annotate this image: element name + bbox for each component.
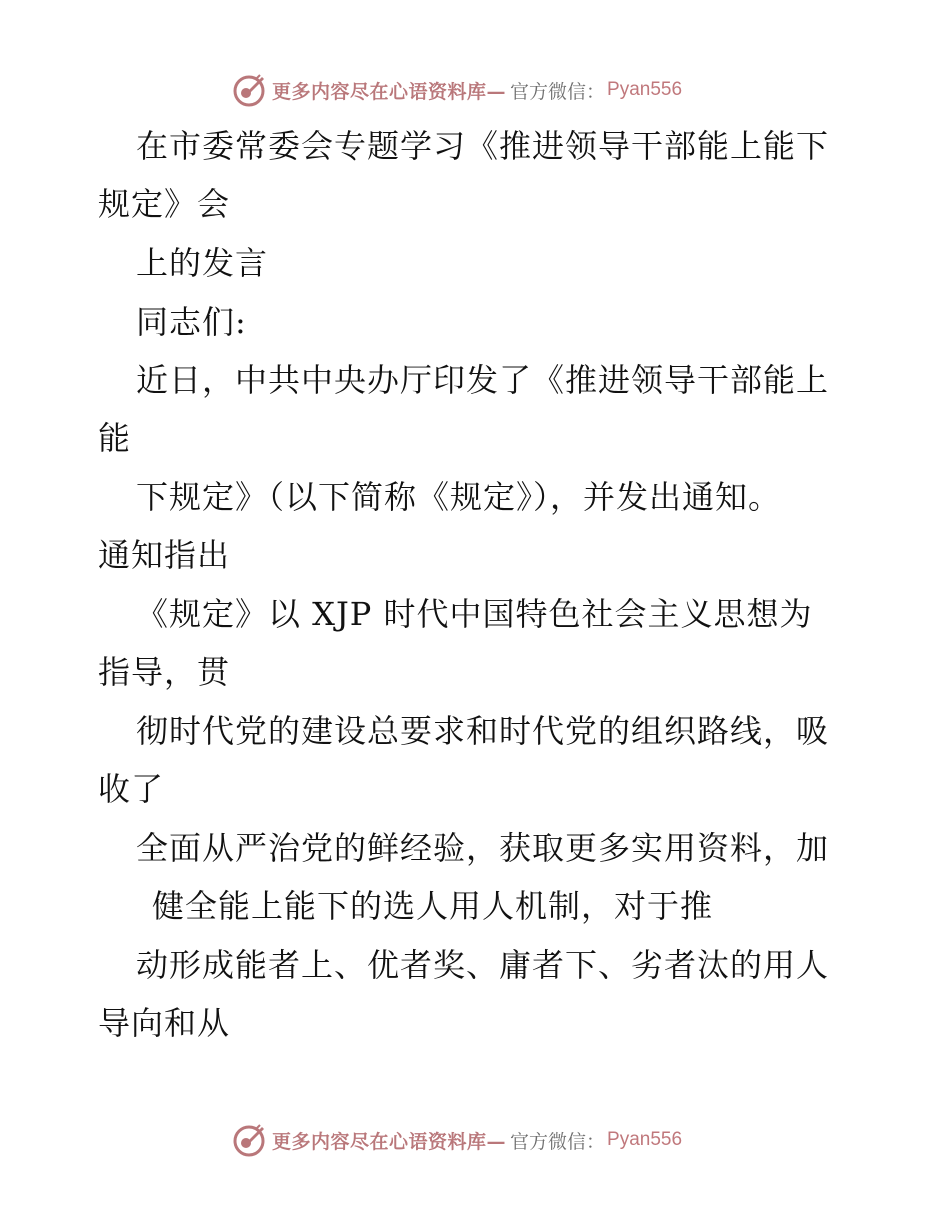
body-line: 彻时代党的建设总要求和时代党的组织路线，吸 [136,712,830,750]
banner-title: 更多内容尽在心语资料库— [272,80,507,103]
logo-icon [232,73,266,107]
body-line: 规定》会 [98,185,231,223]
body-line: 在市委常委会专题学习《推进领导干部能上能下 [136,127,830,165]
header-banner-content [232,70,682,110]
banner-wechat-label: 官方微信： [510,1130,606,1153]
banner-wechat-id: Pyan556 [607,79,683,100]
banner-wechat-id: Pyan556 [607,1129,683,1150]
body-line: 通知指出 [98,536,231,574]
body-line: 收了 [98,770,165,808]
footer-banner [0,1120,950,1160]
banner-wechat-label: 官方微信： [510,80,606,103]
body-line: 动形成能者上、优者奖、庸者下、劣者汰的用人 [136,946,830,984]
body-line: 近日，中共中央办厅印发了《推进领导干部能上 [136,361,830,399]
body-line: 《规定》以 XJP 时代中国特色社会主义思想为 [136,595,813,633]
footer-banner-content [232,1120,682,1160]
body-line: 上的发言 [136,244,269,282]
body-line: 能 [98,419,132,457]
banner-title: 更多内容尽在心语资料库— [272,1130,507,1153]
body-line: 导向和从 [98,1004,231,1042]
body-line: 下规定》（以下简称《规定》），并发出通知。 [136,478,782,516]
body-line: 健全能上能下的选人用人机制，对于推 [152,887,714,925]
body-line: 全面从严治党的鲜经验，获取更多实用资料，加 [136,829,830,867]
body-line: 同志们: [136,303,247,341]
body-line: 指导，贯 [98,653,231,691]
header-banner [0,70,950,110]
logo-icon [232,1123,266,1157]
